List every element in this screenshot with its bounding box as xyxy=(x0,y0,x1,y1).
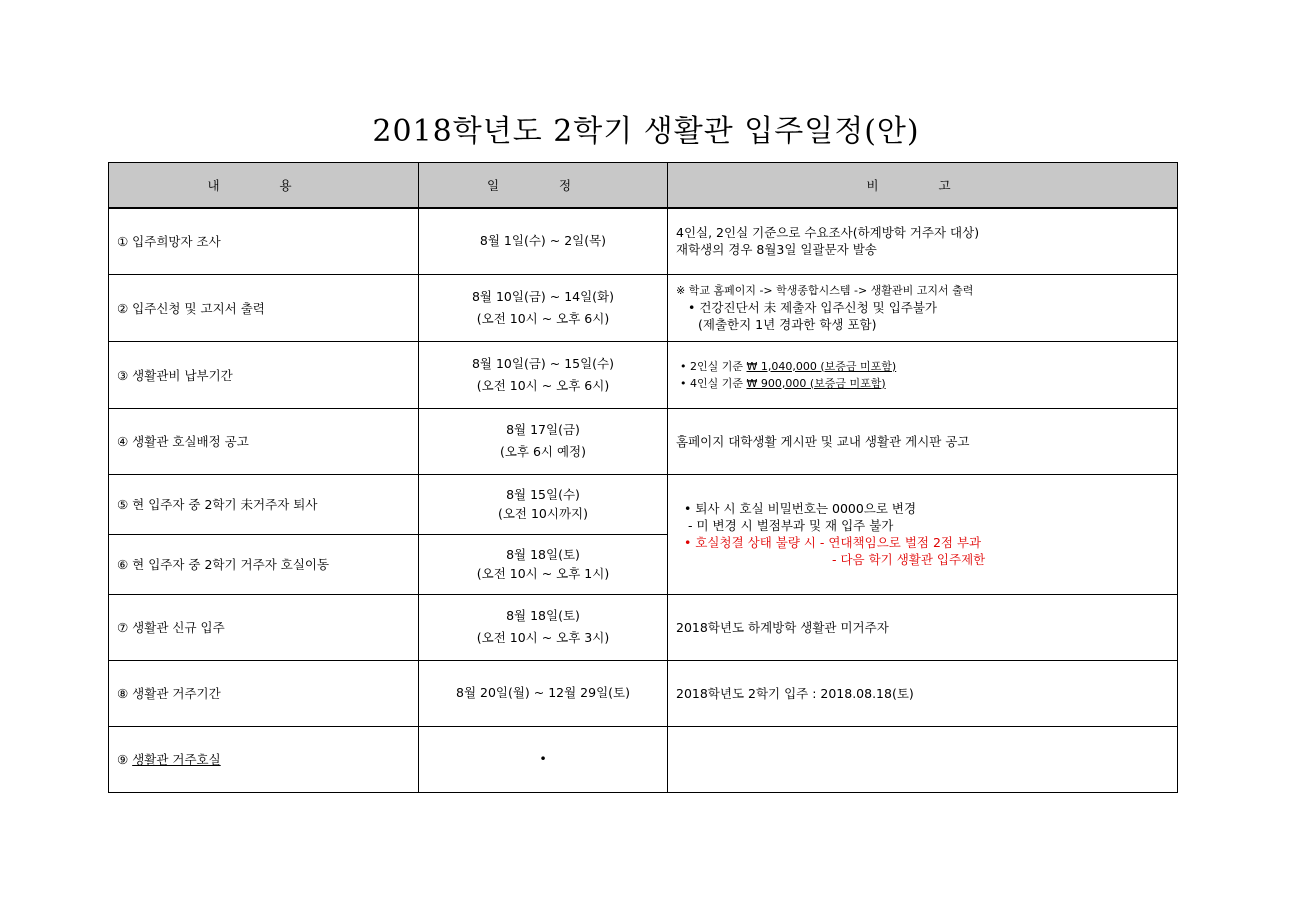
row-content: ⑥ 현 입주자 중 2학기 거주자 호실이동 xyxy=(109,534,419,594)
row-content: ④ 생활관 호실배정 공고 xyxy=(109,408,419,474)
header-content: 내 용 xyxy=(109,163,419,209)
row-content xyxy=(109,726,419,792)
remark-line: • 퇴사 시 호실 비밀번호는 0000으로 변경 xyxy=(684,501,917,516)
schedule-line: (오전 10시 ~ 오후 3시) xyxy=(476,630,610,645)
remark-line: • 건강진단서 未 제출자 입주신청 및 입주불가 xyxy=(688,300,937,315)
remark-prefix: • 4인실 기준 xyxy=(680,376,747,390)
row-schedule xyxy=(419,208,668,274)
table-row xyxy=(109,726,1178,792)
table-header-row xyxy=(109,163,1178,209)
bullet-marker: • xyxy=(539,751,547,766)
schedule-line: 8월 20일(월) ~ 12월 29일(토) xyxy=(456,685,630,700)
row-schedule xyxy=(419,408,668,474)
remark-line xyxy=(676,375,1177,392)
table-row xyxy=(109,660,1178,726)
remark-line-warning: • 호실청결 상태 불량 시 - 연대책임으로 벌점 2점 부과 xyxy=(684,535,982,550)
row-remarks xyxy=(668,594,1178,660)
table-row xyxy=(109,474,1178,534)
remark-line: 2018학년도 하계방학 생활관 미거주자 xyxy=(676,619,889,635)
row-schedule xyxy=(419,474,668,534)
schedule-line: 8월 15일(수) xyxy=(506,487,580,502)
remark-line: ※ 학교 홈페이지 -> 학생종합시스템 -> 생활관비 고지서 출력 xyxy=(676,284,974,297)
remark-line xyxy=(676,358,1177,375)
header-schedule: 일 정 xyxy=(419,163,668,209)
row-content: ① 입주희망자 조사 xyxy=(109,208,419,274)
schedule-line: 8월 1일(수) ~ 2일(목) xyxy=(479,233,607,249)
table-row xyxy=(109,408,1178,474)
row-remarks xyxy=(668,726,1178,792)
schedule-line: (오후 6시 예정) xyxy=(499,444,587,459)
remark-line-warning: - 다음 학기 생활관 입주제한 xyxy=(832,552,986,567)
schedule-line: 8월 17일(금) xyxy=(506,422,580,437)
table-row xyxy=(109,208,1178,274)
header-remarks: 비 고 xyxy=(668,163,1178,209)
row-number: ⑨ xyxy=(117,752,133,767)
table-row xyxy=(109,594,1178,660)
row-content: ⑤ 현 입주자 중 2학기 未거주자 퇴사 xyxy=(109,474,419,534)
schedule-line: 8월 18일(토) xyxy=(506,547,580,562)
remark-line: 홈페이지 대학생활 게시판 및 교내 생활관 게시판 공고 xyxy=(676,433,970,449)
remark-line: 재학생의 경우 8월3일 일괄문자 발송 xyxy=(676,242,877,258)
schedule-line: 8월 10일(금) ~ 15일(수) xyxy=(471,355,615,371)
fee-amount: ₩ 900,000 (보증금 미포함) xyxy=(746,376,886,390)
row-content: ② 입주신청 및 고지서 출력 xyxy=(109,274,419,341)
row-schedule xyxy=(419,660,668,726)
table-row xyxy=(109,341,1178,408)
row-remarks xyxy=(668,208,1178,274)
row-schedule xyxy=(419,534,668,594)
schedule-line: (오전 10시 ~ 오후 1시) xyxy=(476,566,610,581)
remark-line: - 미 변경 시 벌점부과 및 재 입주 불가 xyxy=(688,518,894,533)
row-remarks xyxy=(668,474,1178,594)
row-remarks xyxy=(668,660,1178,726)
row-remarks xyxy=(668,274,1178,341)
row-schedule xyxy=(419,594,668,660)
row-schedule xyxy=(419,341,668,408)
row-content: ⑦ 생활관 신규 입주 xyxy=(109,594,419,660)
room-link: 생활관 거주호실 xyxy=(132,752,221,767)
row-content: ③ 생활관비 납부기간 xyxy=(109,341,419,408)
row-schedule xyxy=(419,726,668,792)
row-remarks xyxy=(668,341,1178,408)
schedule-line: (오전 10시 ~ 오후 6시) xyxy=(476,310,610,326)
schedule-line: 8월 18일(토) xyxy=(506,608,580,623)
remark-prefix: • 2인실 기준 xyxy=(680,359,747,373)
row-content: ⑧ 생활관 거주기간 xyxy=(109,660,419,726)
remark-line: 4인실, 2인실 기준으로 수요조사(하계방학 거주자 대상) xyxy=(676,225,980,241)
schedule-line: (오전 10시 ~ 오후 6시) xyxy=(476,377,610,393)
schedule-line: (오전 10시까지) xyxy=(497,506,588,521)
page-title: 2018학년도 2학기 생활관 입주일정(안) xyxy=(372,114,920,149)
schedule-table xyxy=(108,162,1178,793)
row-remarks xyxy=(668,408,1178,474)
fee-amount: ₩ 1,040,000 (보증금 미포함) xyxy=(746,359,897,373)
remark-line: 2018학년도 2학기 입주 : 2018.08.18(토) xyxy=(676,685,914,701)
remark-line: (제출한지 1년 경과한 학생 포함) xyxy=(698,317,877,332)
schedule-line: 8월 10일(금) ~ 14일(화) xyxy=(471,288,615,304)
row-schedule xyxy=(419,274,668,341)
table-row xyxy=(109,274,1178,341)
